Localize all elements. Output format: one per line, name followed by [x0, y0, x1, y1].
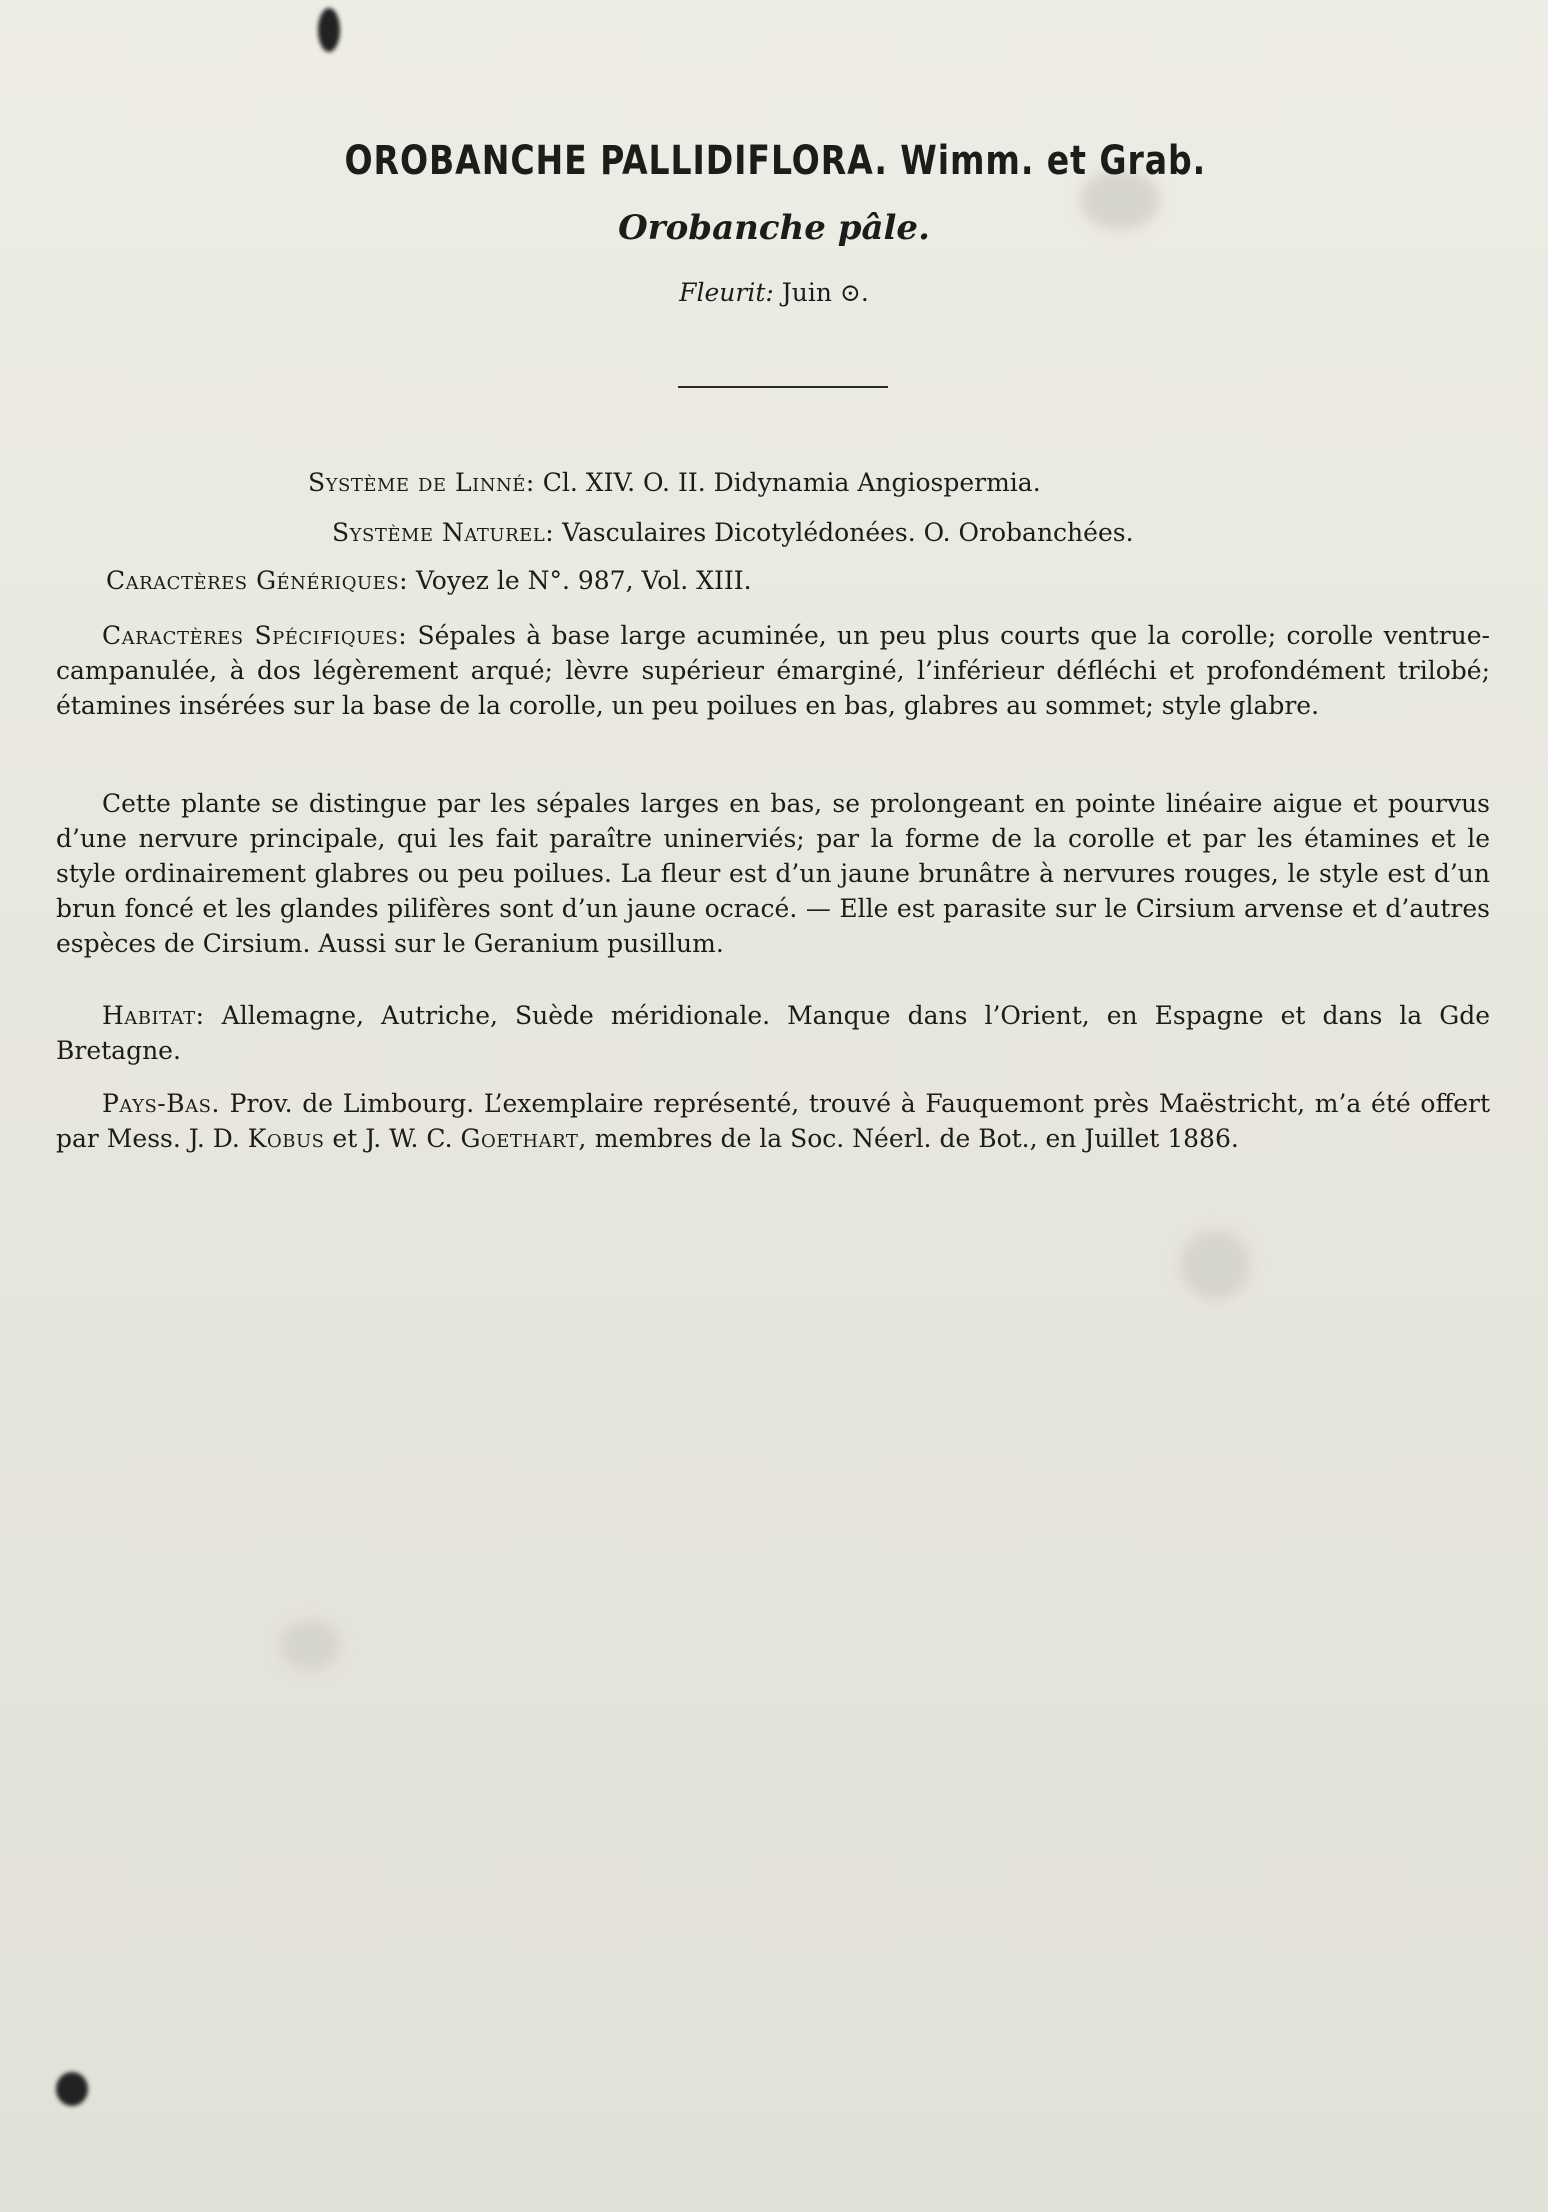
paysbas-paragraph — [56, 1086, 1490, 1156]
linne-value: Cl. XIV. O. II. Didynamia Angiospermia. — [542, 468, 1041, 497]
page-subtitle: Orobanche pâle. — [618, 208, 930, 248]
linne-line — [308, 468, 1041, 497]
specific-characters — [56, 618, 1490, 723]
ink-spot-top — [318, 8, 340, 52]
show-through-mark — [1180, 1230, 1250, 1300]
flowering-value: Juin ⊙. — [781, 278, 869, 307]
naturel-label: Système Naturel: — [332, 518, 555, 547]
generiques-line — [106, 566, 752, 595]
collector-name-goethart: Goethart, — [460, 1124, 587, 1153]
page-title: OROBANCHE PALLIDIFLORA. Wimm. et Grab. — [344, 138, 1207, 184]
description-paragraph: Cette plante se distingue par les sépales larges en bas, se prolongeant en pointe linéaire aigue et pourvus d’une nervure principale, qui les fait paraître uninerviés; par la forme de la corolle et par les étamines et le style ordinairement glabres ou peu poilues. La fleur est d’un jaune brunâtre à nervures rouges, le style est d’un brun foncé et les glandes pilifères sont d’un jaune ocracé. — Elle est parasite sur le Cirsium arvense et d’autres espèces de Cirsium. Aussi sur le Geranium pusillum. — [56, 789, 1490, 958]
linne-label: Système de Linné: — [308, 468, 535, 497]
title-divider — [678, 386, 888, 388]
naturel-value: Vasculaires Dicotylédonées. O. Orobanchées. — [562, 518, 1134, 547]
paysbas-text-2: et J. W. C. — [332, 1124, 453, 1153]
generiques-label: Caractères Génériques: — [106, 566, 409, 595]
specifiques-text: Sépales à base large acuminée, un peu plus courts que la corolle; corolle ventrue-campanulée, à dos légèrement arqué; lèvre supérieur émarginé, l’inférieur défléchi et profondément trilobé; étamines insérées sur la base de la corolle, un peu poilues en bas, glabres au sommet; style glabre. — [56, 621, 1491, 720]
flowering-line — [0, 278, 1548, 307]
habitat-label: Habitat: — [102, 1001, 205, 1030]
show-through-mark — [280, 1620, 340, 1670]
paysbas-text-1: Prov. de Limbourg. L’exemplaire représenté, trouvé à Fauquemont près Maëstricht, m’a été offert par Mess. J. D. — [56, 1089, 1491, 1153]
naturel-line — [332, 518, 1134, 547]
paysbas-text-3: membres de la Soc. Néerl. de Bot., en Juillet 1886. — [594, 1124, 1239, 1153]
collector-name-kobus: Kobus — [247, 1124, 325, 1153]
flowering-label: Fleurit: — [679, 278, 774, 307]
ink-spot-bottom — [56, 2072, 88, 2106]
generiques-value: Voyez le N°. 987, Vol. XIII. — [416, 566, 752, 595]
specifiques-label: Caractères Spécifiques: — [102, 621, 408, 650]
paysbas-label: Pays-Bas. — [102, 1089, 220, 1118]
habitat-paragraph — [56, 998, 1490, 1068]
habitat-text: Allemagne, Autriche, Suède méridionale. Manque dans l’Orient, en Espagne et dans la Gde Bretagne. — [56, 1001, 1490, 1065]
